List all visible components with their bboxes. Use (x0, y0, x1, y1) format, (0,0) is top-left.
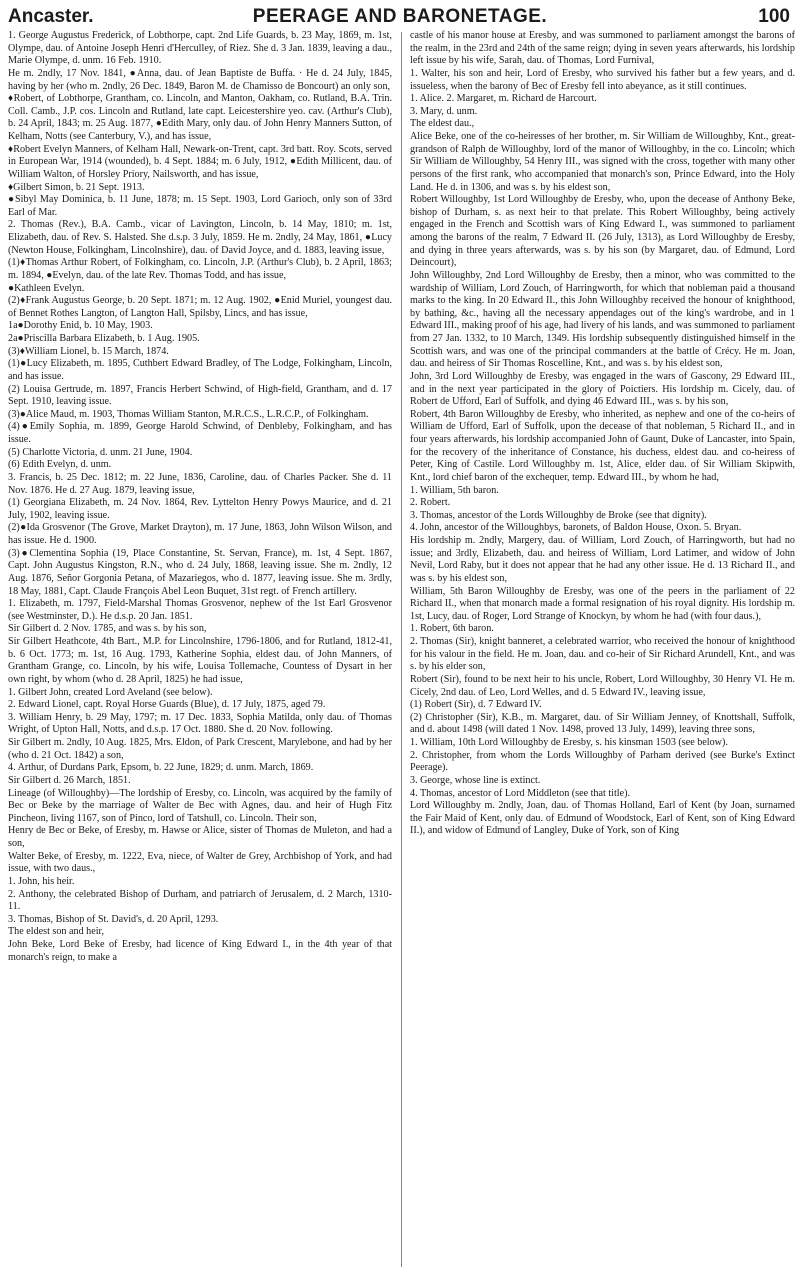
paragraph: 2. Thomas (Rev.), B.A. Camb., vicar of Lavington, Lincoln, b. 14 May, 1810; m. 1st, Elizabeth, dau. of Rev. S. Halsted. She d.s.p. 3 July, 1859. He m. 2ndly, 24 May, 1861, ●Lucy (Newton House, Folkingham, Lincolnshire), dau. of David Joyce, and d. 1883, leaving issue, (8, 219, 392, 256)
paragraph: Robert (Sir), found to be next heir to his uncle, Robert, Lord Willoughby, 30 Henry VI. He m. Cicely, 2nd dau. of Leo, Lord Welles, and d. 5 Edward IV., leaving issue, (410, 673, 795, 698)
paragraph: 4. John, ancestor of the Willoughbys, baronets, of Baldon House, Oxon. 5. Bryan. (410, 522, 742, 534)
paragraph: (1)●Lucy Elizabeth, m. 1895, Cuthbert Edward Bradley, of The Lodge, Folkingham, Lincoln, and has issue. (8, 358, 392, 382)
paragraph: 2. Robert. (410, 497, 451, 509)
left-column (8, 30, 392, 964)
running-head-title: Ancaster. (8, 6, 94, 27)
paragraph: 3. Francis, b. 25 Dec. 1812; m. 22 June, 1836, Caroline, dau. of Charles Packer. She d. 11 Nov. 1876. He d. 27 Aug. 1879, leaving issue, (8, 471, 392, 496)
paragraph: His lordship m. 2ndly, Margery, dau. of William, Lord Zouch, of Harringworth, but had no issue; and 3rdly, Elizabeth, dau. and heiress of William, Lord Latimer, and widow of John Nevil, Lord Raby, but it does not appear that he had any other issue. He d. 13 Richard II., and was s. by his eldest son, (410, 535, 795, 584)
right-column (410, 30, 795, 838)
paragraph: (1)♦Thomas Arthur Robert, of Folkingham, co. Lincoln, J.P. (Arthur's Club), b. 2 April, 1863; m. 1894, ●Evelyn, dau. of the late Rev. Thomas Todd, and has issue, (8, 257, 392, 281)
paragraph: (3)●Alice Maud, m. 1903, Thomas William Stanton, M.R.C.S., L.R.C.P., of Folkingham. (8, 408, 369, 420)
paragraph: ♦Robert Evelyn Manners, of Kelham Hall, Newark-on-Trent, capt. 3rd batt. Roy. Scots, served in European War, 1914 (wounded), b. 4 Sept. 1884; m. 6 July, 1912, ●Edith Millicent, dau. of William Walton, of Horsley Priory, Nailsworth, and has issue, (8, 143, 392, 180)
paragraph: (3)♦William Lionel, b. 15 March, 1874. (8, 345, 169, 357)
paragraph: 2. Edward Lionel, capt. Royal Horse Guards (Blue), d. 17 July, 1875, aged 79. (8, 699, 326, 711)
paragraph: The eldest dau., (410, 118, 475, 130)
paragraph: 3. Mary, d. unm. (410, 105, 478, 117)
paragraph: Sir Gilbert m. 2ndly, 10 Aug. 1825, Mrs. Eldon, of Park Crescent, Marylebone, and had by her (who d. 21 Oct. 1842) a son, (8, 737, 392, 761)
paragraph: (5) Charlotte Victoria, d. unm. 21 June, 1904. (8, 446, 193, 458)
paragraph: 1. George Augustus Frederick, of Lobthorpe, capt. 2nd Life Guards, b. 23 May, 1869, m. 1st, Olympe, dau. of Antoine Joseph Henri d'Herculley, of Riez. She d. 3 Jan. 1839, leaving a dau., Marie Olympe, d. unm. 16 Feb. 1910. (8, 30, 392, 67)
paragraph: 1a●Dorothy Enid, b. 10 May, 1903. (8, 320, 153, 332)
paragraph: Walter Beke, of Eresby, m. 1222, Eva, niece, of Walter de Grey, Archbishop of York, and had issue, with two daus., (8, 850, 392, 875)
paragraph: He m. 2ndly, 17 Nov. 1841, ●Anna, dau. of Jean Baptiste de Buffa. · He d. 24 July, 1845, having by her (who m. 2ndly, 26 Dec. 1849, Baron M. de Chamisso de Boncourt) an only son, (8, 67, 392, 92)
paragraph: Robert, 4th Baron Willoughby de Eresby, who inherited, as nephew and one of the co-heirs of William de Ufford, Earl of Suffolk, upon the decease of that nobleman, 5 Richard II., and in four years afterwards, his lordship accompanied John of Gaunt, Duke of Lancaster, into Spain, for the recovery of the inheritance of Constance, his duchess, eldest dau. and co-heiress of Peter, King of Castile. Lord Willoughby m. 1st, Alice, elder dau. of Sir William Skipwith, Knt., lord chief baron of the exchequer, temp. Edward III., by whom he had, (410, 408, 795, 483)
column-divider (401, 32, 402, 1267)
paragraph: ●Kathleen Evelyn. (8, 282, 85, 294)
paragraph: John Beke, Lord Beke of Eresby, had licence of King Edward I., in the 4th year of that monarch's reign, to make a (8, 939, 392, 963)
paragraph: William, 5th Baron Willoughby de Eresby, was one of the peers in the parliament of 22 Richard II., when that monarch made a formal resignation of his royal dignity. His lordship m. 1st, Lucy, dau. of Roger, Lord Strange of Knockyn, by whom he had (with four daus.), (410, 585, 795, 622)
paragraph: ●Sibyl May Dominica, b. 11 June, 1878; m. 15 Sept. 1903, Lord Garioch, only son of 33rd Earl of Mar. (8, 194, 392, 218)
paragraph: (2) Louisa Gertrude, m. 1897, Francis Herbert Schwind, of High-field, Grantham, and d. 17 Sept. 1910, leaving issue. (8, 383, 392, 408)
page-number: 100 (758, 6, 790, 27)
paragraph: 1. William, 10th Lord Willoughby de Eresby, s. his kinsman 1503 (see below). (410, 737, 728, 748)
paragraph: Robert Willoughby, 1st Lord Willoughby de Eresby, who, upon the decease of Anthony Beke, bishop of Durham, s. as next heir to that prelate. This Robert Willoughby, being actively engaged in the French and Scottish wars of King Edward I., was summoned to parliament among the barons of the realm, 7 Edward II. (26 July, 1313), as Lord Willoughby de Eresby, and dying in three years afterwards, was s. by his son (by Margaret, dau. of Edmund, Lord Deincourt), (410, 194, 795, 269)
paragraph: (2) Christopher (Sir), K.B., m. Margaret, dau. of Sir William Jenney, of Knottshall, Suffolk, and d. about 1498 (will dated 1 Nov. 1498, proved 13 July, 1499), leaving three sons, (410, 711, 795, 736)
paragraph: 1. Robert, 6th baron. (410, 623, 494, 635)
paragraph: 1. John, his heir. (8, 875, 75, 887)
paragraph: castle of his manor house at Eresby, and was summoned to parliament amongst the barons of the realm, in the 23rd and 24th of the same reign; dying in seven years afterwards, his lordship left issue by his wife, Sarah, dau. of Thomas, Lord Furnival, (410, 30, 795, 67)
paragraph: Lord Willoughby m. 2ndly, Joan, dau. of Thomas Holland, Earl of Kent (by Joan, surnamed the Fair Maid of Kent, only dau. of Edmund of Woodstock, Earl of Kent, son of King Edward II.), and widow of Edmund of Langley, Duke of York, son of King (410, 800, 795, 837)
paragraph: The eldest son and heir, (8, 926, 105, 938)
paragraph: Lineage (of Willoughby)—The lordship of Eresby, co. Lincoln, was acquired by the family of Bec or Beke by the marriage of Walter de Bec with Agnes, dau. and heir of Hugh Fitz Pincheon, living 1167, son of Pinco, lord of Tatshull, co. Lincoln. Their son, (8, 787, 392, 824)
paragraph: Sir Gilbert d. 2 Nov. 1785, and was s. by his son, (8, 623, 207, 635)
paragraph: 2. Anthony, the celebrated Bishop of Durham, and patriarch of Jerusalem, d. 2 March, 1310-11. (8, 888, 392, 913)
paragraph: 3. Thomas, Bishop of St. David's, d. 20 April, 1293. (8, 913, 219, 925)
paragraph: (1) Georgiana Elizabeth, m. 24 Nov. 1864, Rev. Lyttelton Henry Powys Maurice, and d. 21 July, 1902, leaving issue. (8, 497, 392, 521)
paragraph: 1. Walter, his son and heir, Lord of Eresby, who survived his father but a few years, and d. issueless, when the barony of Bec of Eresby fell into abeyance, as it still continues. (410, 67, 795, 92)
paragraph: 1. Alice. 2. Margaret, m. Richard de Harcourt. (410, 93, 597, 105)
paragraph: Sir Gilbert d. 26 March, 1851. (8, 774, 131, 786)
paragraph: Sir Gilbert Heathcote, 4th Bart., M.P. for Lincolnshire, 1796-1806, and for Rutland, 1812-41, b. 6 Oct. 1773; m. 1st, 16 Aug. 1793, Katherine Sophia, eldest dau. of John Manners, of Grantham Grange, co. Lincoln, by his wife, Louisa Tollemache, Countess of Dysart in her own right, by whom (who d. 28 April, 1825) he had issue, (8, 636, 392, 685)
paragraph: 4. Arthur, of Durdans Park, Epsom, b. 22 June, 1829; d. unm. March, 1869. (8, 762, 314, 774)
paragraph: (3)●Clementina Sophia (19, Place Constantine, St. Servan, France), m. 1st, 4 Sept. 1867, Capt. John Augustus Kingston, R.N., who d. 24 July, 1868, leaving issue. She m. 2ndly, 12 Aug. 1876, Señor Gorgonia Petana, of Mazariegos, who d. 1877, leaving issue. She m. 3rdly, 18 May, 1881, Capt. Claude François Abel Leon Buquet, 31st regt. of French artillery. (8, 547, 392, 597)
paragraph: ♦Gilbert Simon, b. 21 Sept. 1913. (8, 181, 145, 193)
running-head-section: PEERAGE AND BARONETAGE. (252, 6, 548, 27)
paragraph: John, 3rd Lord Willoughby de Eresby, was engaged in the wars of Gascony, 29 Edward III., and in the next year participated in the glory of Poictiers. His lordship m. Cicely, dau. of Robert de Ufford, Earl of Suffolk, and dying 46 Edward III., was s. by his son, (410, 370, 795, 408)
paragraph: ♦Robert, of Lobthorpe, Grantham, co. Lincoln, and Manton, Oakham, co. Rutland, B.A. Trin. Coll. Camb., J.P. cos. Lincoln and Rutland, late capt. Leicestershire yeo. cav. (Arthur's Club), b. 24 April, 1843; m. 25 Aug. 1877, ●Edith Mary, only dau. of John Henry Manners Sutton, of Kelham, Notts (see Canterbury, V.), and has issue, (8, 93, 392, 142)
paragraph: 4. Thomas, ancestor of Lord Middleton (see that title). (410, 787, 630, 799)
paragraph: John Willoughby, 2nd Lord Willoughby de Eresby, then a minor, who was committed to the wardship of William, Lord Zouch, of Harringworth, for which that nobleman paid a thousand marks to the king. In 20 Edward II., this John Willoughby received the honour of knighthood, by bathing, &c., having all the necessary appendages out of the king's wardrobe, and in 1 Edward III., making proof of his age, had livery of his lands, and was summoned to parliament from 27 Jan. 1332, to 10 March, 1349. His lordship subsequently distinguished himself in the Scottish wars, and was one of the principal commanders at the battle of Crécy. He m. Joan, dau. and heiress of Sir Thomas Roscelline, Knt., and was s. by his eldest son, (410, 269, 795, 370)
paragraph: 2. Thomas (Sir), knight banneret, a celebrated warrior, who received the honour of knighthood for his valour in the field. He m. Joan, dau. and co-heir of Sir Richard Arundell, Knt., and was s. by his elder son, (410, 636, 795, 673)
paragraph: Alice Beke, one of the co-heiresses of her brother, m. Sir William de Willoughby, Knt., great-grandson of Ralph de Willoughby, lord of the manor of Willoughby, in the co. Lincoln; which Sir William de Willoughby, 54 Henry III., was signed with the cross, together with many other persons of the first rank, who accompanied that monarch's son, Prince Edward, into the Holy Land. He d. in 1306, and was s. by his eldest son, (410, 131, 795, 193)
paragraph: (2)♦Frank Augustus George, b. 20 Sept. 1871; m. 12 Aug. 1902, ●Enid Muriel, youngest dau. of Bennet Rothes Langton, of Langton Hall, Spilsby, Lincs, and has issue, (8, 295, 392, 319)
paragraph: 3. William Henry, b. 29 May, 1797; m. 17 Dec. 1833, Sophia Matilda, only dau. of Thomas Wright, of Upton Hall, Notts, and d.s.p. 17 Oct. 1880. She d. 20 Nov. following. (8, 711, 392, 736)
paragraph: 1. Gilbert John, created Lord Aveland (see below). (8, 686, 213, 698)
paragraph: (1) Robert (Sir), d. 7 Edward IV. (410, 699, 542, 711)
paragraph: 3. Thomas, ancestor of the Lords Willoughby de Broke (see that dignity). (410, 509, 707, 521)
paragraph: 1. William, 5th baron. (410, 484, 499, 496)
paragraph: (6) Edith Evelyn, d. unm. (8, 459, 112, 471)
paragraph: (4)●Emily Sophia, m. 1899, George Harold Schwind, of Denbleby, Folkingham, and has issue. (8, 421, 392, 445)
paragraph: 3. George, whose line is extinct. (410, 774, 541, 786)
paragraph: 1. Elizabeth, m. 1797, Field-Marshal Thomas Grosvenor, nephew of the 1st Earl Grosvenor (see Westminster, D.). He d.s.p. 20 Jan. 1851. (8, 598, 392, 622)
paragraph: 2a●Priscilla Barbara Elizabeth, b. 1 Aug. 1905. (8, 333, 200, 344)
paragraph: 2. Christopher, from whom the Lords Willoughby of Parham derived (see Burke's Extinct Peerage). (410, 749, 795, 774)
paragraph: Henry de Bec or Beke, of Eresby, m. Hawse or Alice, sister of Thomas de Muleton, and had a son, (8, 825, 392, 849)
paragraph: (2)●Ida Grosvenor (The Grove, Market Drayton), m. 17 June, 1863, John Wilson Wilson, and has issue. He d. 1900. (8, 522, 392, 546)
